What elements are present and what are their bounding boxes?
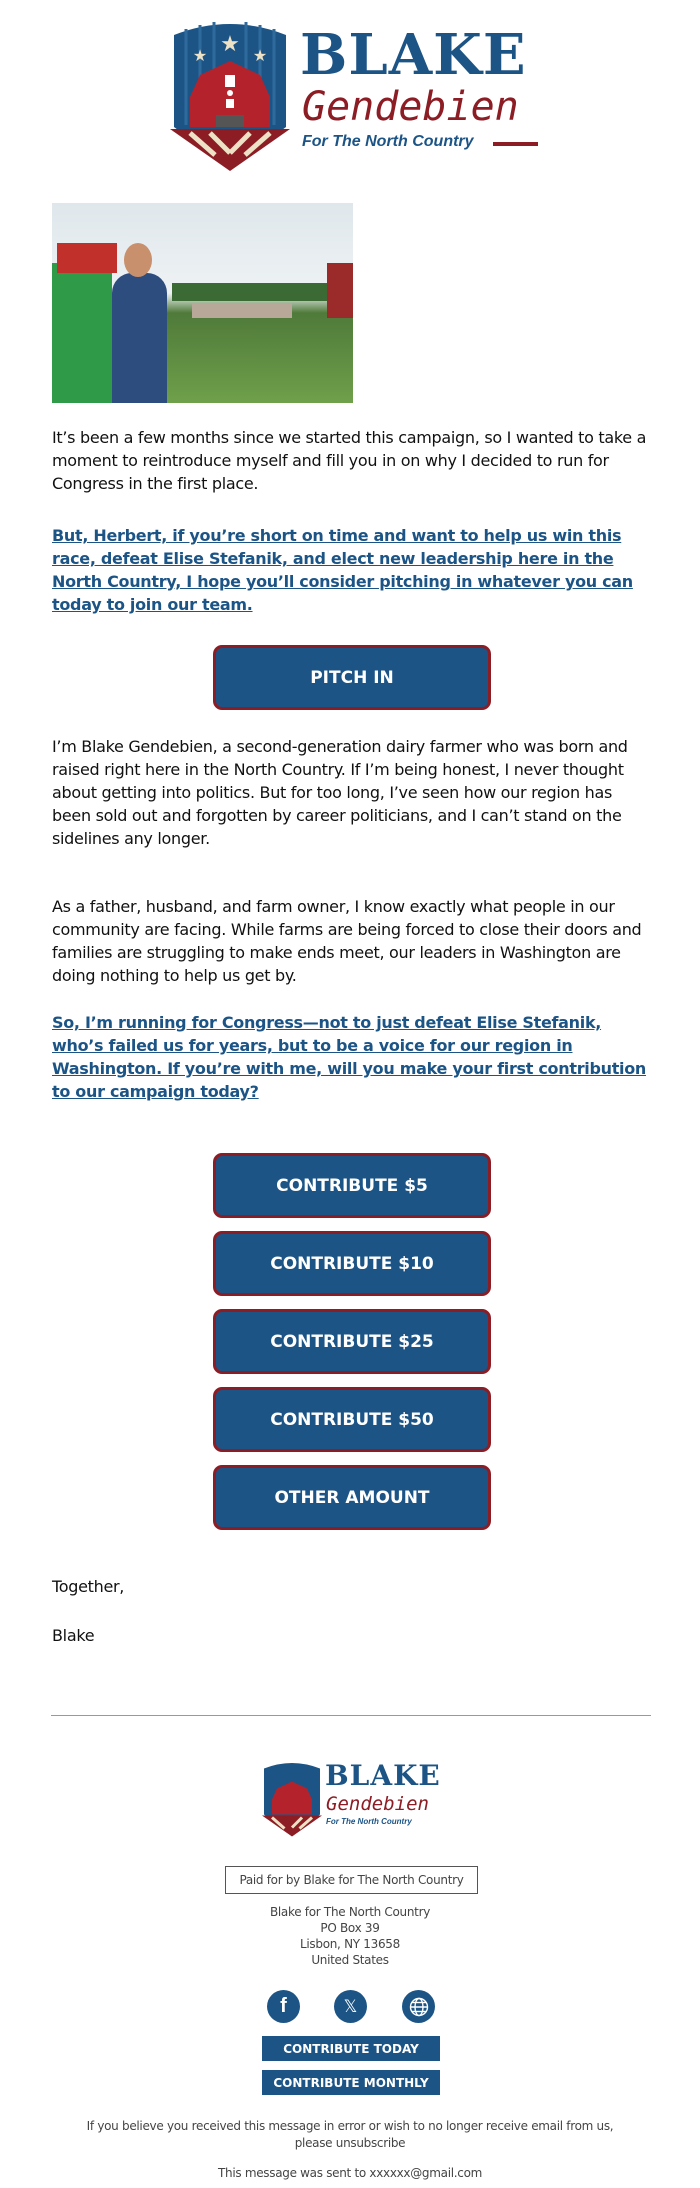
- footer-logo-name-top: BLAKE: [325, 1759, 441, 1792]
- pitch-in-link-text[interactable]: But, Herbert, if you’re short on time and want to help us win this race, defeat Elise Stefanik, and elect new leadership here in the North Country, I hope you’ll consider pitching in whatever you can today to join our team.: [52, 526, 633, 614]
- contribute-25-button[interactable]: CONTRIBUTE $25: [213, 1309, 491, 1374]
- logo-rule: [493, 142, 538, 146]
- logo-name-bottom: Gendebien: [302, 84, 519, 130]
- footer-logo-name-bottom: Gendebien: [326, 1793, 429, 1815]
- divider: [51, 1715, 651, 1716]
- intro-paragraph: It’s been a few months since we started this campaign, so I wanted to take a moment to reintroduce myself and fill you in on why I decided to run for Congress in the first place.: [52, 428, 647, 493]
- facebook-icon[interactable]: f: [267, 1990, 300, 2023]
- address: [0, 1904, 700, 1968]
- address-line: United States: [311, 1953, 389, 1967]
- svg-text:★: ★: [192, 46, 208, 65]
- barn-shield-icon: [262, 1757, 322, 1839]
- other-amount-button[interactable]: OTHER AMOUNT: [213, 1465, 491, 1530]
- community-paragraph: As a father, husband, and farm owner, I know exactly what people in our community are facing. While farms are being forced to close their doors and families are struggling to make ends meet, our leaders in Washington are doing nothing to help us get by.: [52, 897, 642, 985]
- signoff: Together,: [52, 1577, 125, 1596]
- unsubscribe-link[interactable]: unsubscribe: [335, 2136, 406, 2150]
- logo-name-top: BLAKE: [300, 22, 527, 88]
- globe-icon[interactable]: [402, 1990, 435, 2023]
- address-line: PO Box 39: [320, 1921, 380, 1935]
- footer-logo[interactable]: [262, 1757, 447, 1839]
- logo-tagline: For The North Country: [302, 133, 474, 150]
- footer-logo-tagline: For The North Country: [326, 1817, 412, 1826]
- bio-paragraph: I’m Blake Gendebien, a second-generation dairy farmer who was born and raised right here in the North Country. If I’m being honest, I never thought about getting into politics. But for too long, I’ve seen how our region has been sold out and forgotten by career politicians, and I can’t stand on the sidelines any longer.: [52, 737, 628, 848]
- barn-shield-icon: [170, 15, 290, 173]
- contribute-5-button[interactable]: CONTRIBUTE $5: [213, 1153, 491, 1218]
- candidate-photo: [52, 203, 353, 403]
- contribute-monthly-button[interactable]: CONTRIBUTE MONTHLY: [262, 2070, 440, 2095]
- header-logo[interactable]: [170, 15, 540, 173]
- contribute-link-text[interactable]: So, I’m running for Congress—not to just defeat Elise Stefanik, who’s failed us for years, but to be a voice for our region in Washington. If you’re with me, will you make your first contribution to our campaign today?: [52, 1013, 647, 1101]
- svg-text:★: ★: [252, 46, 268, 65]
- contribute-50-button[interactable]: CONTRIBUTE $50: [213, 1387, 491, 1452]
- address-line: Lisbon, NY 13658: [300, 1937, 400, 1951]
- signature: Blake: [52, 1626, 95, 1645]
- svg-text:★: ★: [220, 32, 240, 57]
- address-line: Blake for The North Country: [269, 1905, 431, 1919]
- sent-to-notice: This message was sent to xxxxxx@gmail.com: [217, 2166, 483, 2180]
- unsubscribe-notice: [80, 2118, 620, 2152]
- paid-for-text: Paid for by Blake for The North Country: [239, 1873, 464, 1887]
- paid-for-box: [225, 1866, 478, 1894]
- x-icon[interactable]: 𝕏: [334, 1990, 367, 2023]
- unsubscribe-text: If you believe you received this message in error or wish to no longer receive email from us, please: [86, 2119, 614, 2150]
- contribute-10-button[interactable]: CONTRIBUTE $10: [213, 1231, 491, 1296]
- pitch-in-button[interactable]: PITCH IN: [213, 645, 491, 710]
- contribute-today-button[interactable]: CONTRIBUTE TODAY: [262, 2036, 440, 2061]
